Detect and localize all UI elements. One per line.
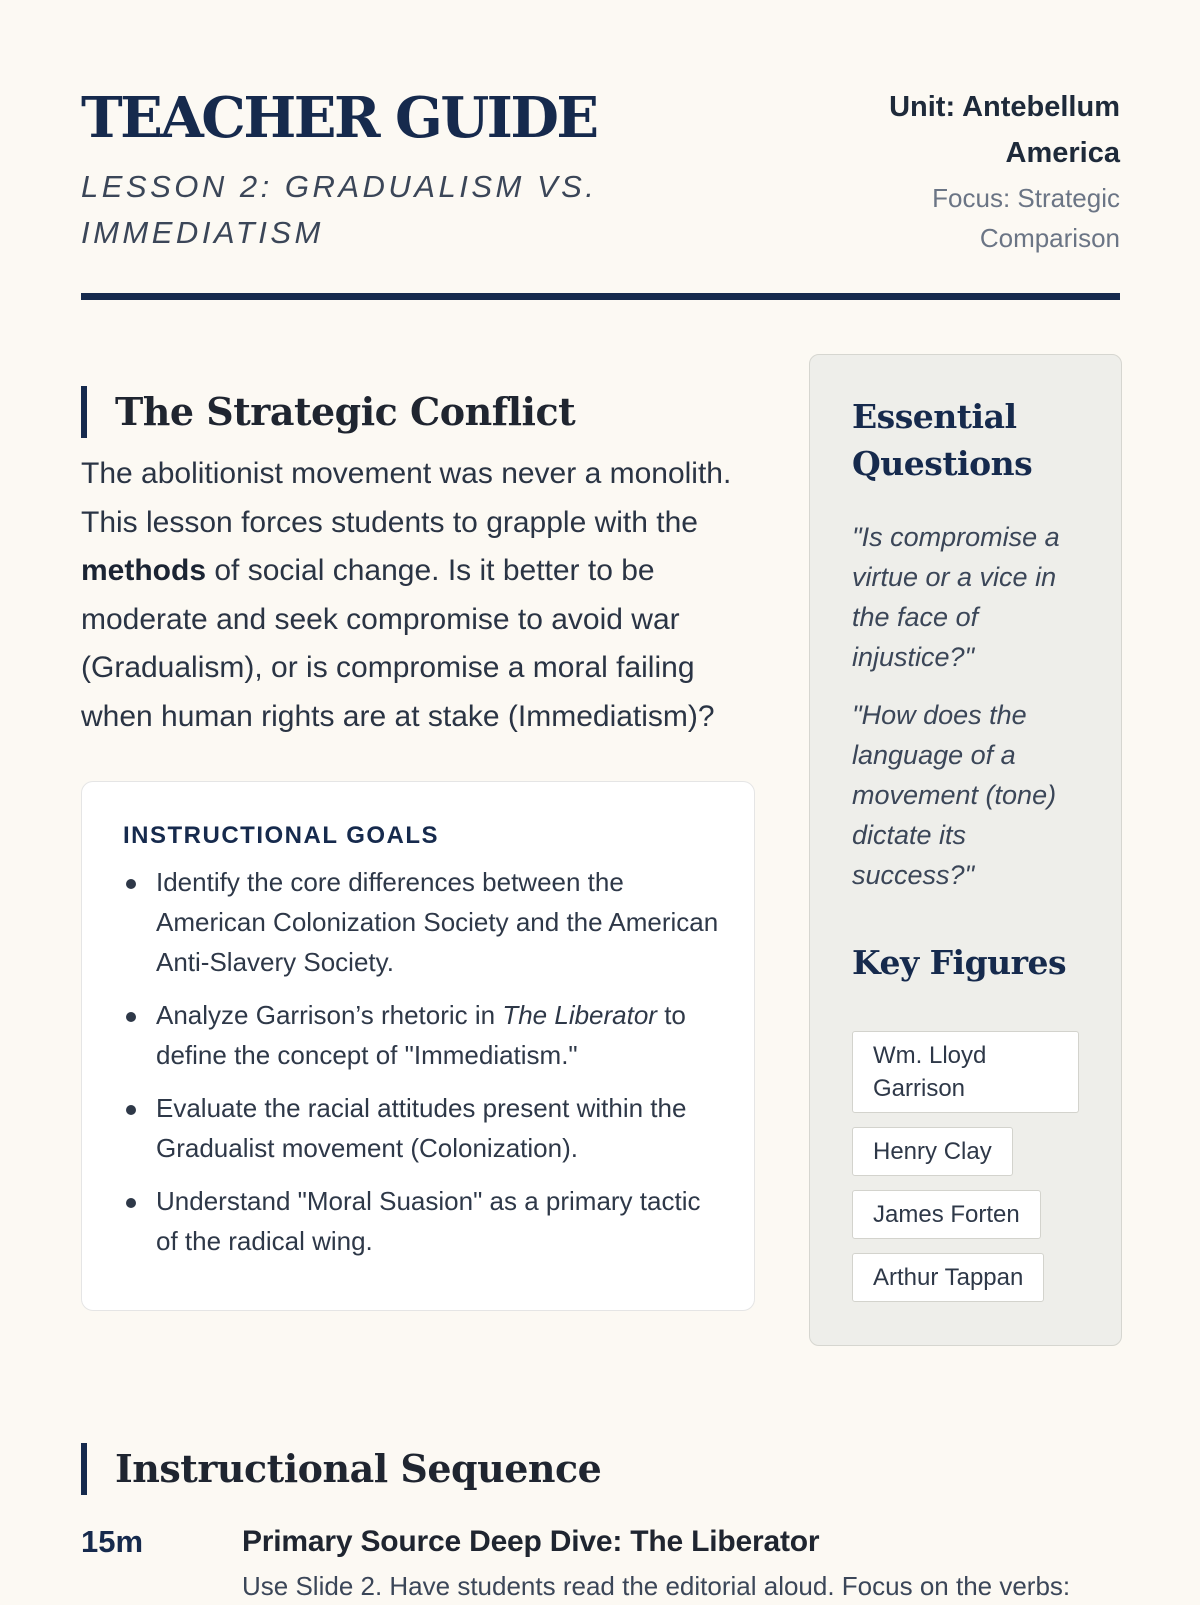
- unit-label: Unit: Antebellum America: [889, 91, 1120, 169]
- essential-questions-heading: Essential Questions: [852, 397, 1033, 483]
- essential-question: "Is compromise a virtue or a vice in the face of injustice?": [852, 522, 1060, 672]
- key-figures-heading: Key Figures: [852, 943, 1067, 982]
- sequence-step-duration: 15m: [81, 1524, 144, 1559]
- publication-title: The Liberator: [502, 1000, 657, 1030]
- header-divider: [81, 293, 1120, 300]
- goals-list: [123, 862, 723, 1274]
- intro-paragraph: [81, 450, 761, 741]
- sequence-step-description: Use Slide 2. Have students read the editorial aloud. Focus on the verbs:: [242, 1571, 1071, 1601]
- focus-label: Focus: Strategic Comparison: [932, 183, 1120, 253]
- intro-text-start: The abolitionist movement was never a monolith. This lesson forces students to grapple with the: [81, 457, 732, 539]
- essential-question: "How does the language of a movement (tone) dictate its success?": [852, 700, 1057, 890]
- document-title: TEACHER GUIDE: [81, 85, 597, 151]
- key-figure-chip: Henry Clay: [852, 1127, 1013, 1176]
- goal-item: Understand "Moral Suasion" as a primary tactic of the radical wing.: [123, 1181, 723, 1261]
- intro-text-end: of social change. Is it better to be moderate and seek compromise to avoid war (Gradualism), or is compromise a moral failing when human rights are at stake (Immediatism)?: [81, 554, 715, 733]
- goal-item: Evaluate the racial attitudes present within the Gradualist movement (Colonization).: [123, 1088, 723, 1168]
- intro-emphasis: methods: [81, 554, 207, 587]
- section-heading-strategic-conflict: The Strategic Conflict: [81, 386, 575, 438]
- instructional-goals-card: [81, 781, 755, 1311]
- teacher-guide-page: [81, 0, 1120, 1600]
- key-figure-chip: James Forten: [852, 1190, 1041, 1239]
- lesson-subtitle: LESSON 2: GRADUALISM VS. IMMEDIATISM: [81, 169, 598, 250]
- goal-text: Analyze Garrison’s rhetoric in: [156, 1000, 503, 1030]
- sidebar-panel: [809, 354, 1122, 1346]
- section-heading-instructional-sequence: Instructional Sequence: [81, 1443, 601, 1495]
- goal-item: Identify the core differences between the American Colonization Society and the American Anti-Slavery Society.: [123, 862, 723, 982]
- unit-info: [840, 84, 1120, 258]
- goal-item: [123, 995, 723, 1075]
- sequence-step-title: Primary Source Deep Dive: The Liberator: [242, 1525, 820, 1558]
- goal-text: to define the concept of "Immediatism.": [156, 1000, 686, 1070]
- goals-heading: INSTRUCTIONAL GOALS: [123, 822, 440, 849]
- key-figure-chip: Arthur Tappan: [852, 1253, 1044, 1302]
- key-figure-chip: Wm. Lloyd Garrison: [852, 1031, 1079, 1113]
